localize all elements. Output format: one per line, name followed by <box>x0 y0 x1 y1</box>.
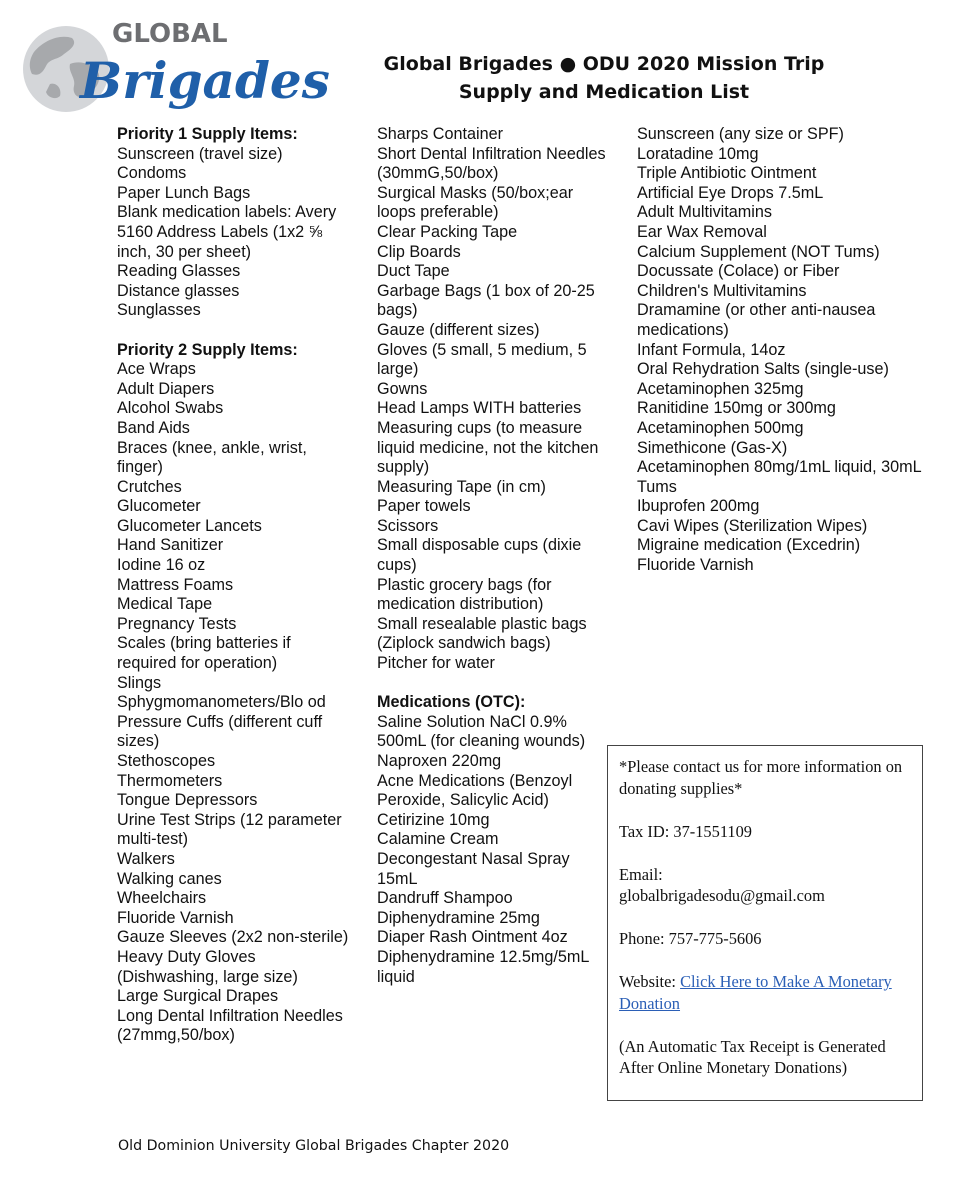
list-item: Clear Packing Tape <box>377 222 518 241</box>
website-block <box>619 971 912 1014</box>
list-item: Gauze Sleeves (2x2 non-sterile) <box>117 928 349 947</box>
list-item: Paper towels <box>377 497 471 516</box>
list-item: Docussate (Colace) or Fiber <box>637 262 840 281</box>
list-item: Wheelchairs <box>117 889 207 908</box>
list-item: Sphygmomanometers/Blo od Pressure Cuffs (different cuff sizes) <box>117 693 326 751</box>
contact-intro: *Please contact us for more information on donating supplies* <box>619 757 903 798</box>
phone: Phone: 757-775-5606 <box>619 929 762 948</box>
list-item: Heavy Duty Gloves (Dishwashing, large size) <box>117 947 298 986</box>
section-heading: Medications (OTC): <box>377 693 526 712</box>
supply-column-2 <box>377 125 607 987</box>
list-item: Garbage Bags (1 box of 20-25 bags) <box>377 281 595 320</box>
contact-info-box <box>607 745 923 1101</box>
list-item: Loratadine 10mg <box>637 144 759 163</box>
list-item: Ranitidine 150mg or 300mg <box>637 399 836 418</box>
list-item: Dandruff Shampoo <box>377 889 513 908</box>
list-item: Condoms <box>117 164 187 183</box>
list-item: Ear Wax Removal <box>637 222 767 241</box>
tax-id: Tax ID: 37-1551109 <box>619 821 752 841</box>
list-item: Triple Antibiotic Ointment <box>637 164 817 183</box>
list-item: Clip Boards <box>377 242 461 261</box>
list-item: Decongestant Nasal Spray 15mL <box>377 849 570 888</box>
list-item: Saline Solution NaCl 0.9% 500mL (for cleaning wounds) <box>377 712 586 751</box>
footer: Old Dominion University Global Brigades Chapter 2020 <box>118 1138 510 1154</box>
list-item: Paper Lunch Bags <box>117 183 251 202</box>
list-item: Alcohol Swabs <box>117 399 224 418</box>
supply-column-1 <box>117 125 352 1046</box>
section-gap <box>377 674 607 694</box>
document-title <box>330 50 878 106</box>
list-item: Acetaminophen 325mg <box>637 379 804 398</box>
list-item: Fluoride Varnish <box>117 908 234 927</box>
list-item: Diphenydramine 12.5mg/5mL liquid <box>377 947 589 986</box>
list-item: Sunglasses <box>117 301 201 320</box>
list-item: Infant Formula, 14oz <box>637 340 786 359</box>
list-item: Iodine 16 oz <box>117 556 206 575</box>
list-item: Glucometer <box>117 497 201 516</box>
list-item: Adult Diapers <box>117 379 215 398</box>
list-item: Acne Medications (Benzoyl Peroxide, Salicylic Acid) <box>377 771 573 810</box>
list-item: Head Lamps WITH batteries <box>377 399 582 418</box>
list-item: Measuring Tape (in cm) <box>377 477 546 496</box>
medication-column-3 <box>637 125 937 576</box>
list-item: Cavi Wipes (Sterilization Wipes) <box>637 516 868 535</box>
list-item: Simethicone (Gas-X) <box>637 438 788 457</box>
section-heading: Priority 2 Supply Items: <box>117 340 298 359</box>
email-block <box>619 864 912 907</box>
list-item: Migraine medication (Excedrin) <box>637 536 861 555</box>
list-item: Dramamine (or other anti-nausea medications) <box>637 301 876 339</box>
list-item: Large Surgical Drapes <box>117 987 279 1006</box>
list-item: Duct Tape <box>377 262 450 281</box>
list-item: Children's Multivitamins <box>637 281 807 300</box>
list-item: Walking canes <box>117 869 222 888</box>
list-item: Slings <box>117 673 162 692</box>
list-item: Sharps Container <box>377 125 503 143</box>
global-brigades-logo <box>20 14 330 124</box>
list-item: Pitcher for water <box>377 654 495 673</box>
globe-logo-icon <box>20 14 330 124</box>
list-item: Ibuprofen 200mg <box>637 497 760 516</box>
list-item: Hand Sanitizer <box>117 536 224 555</box>
list-item: Scales (bring batteries if required for operation) <box>117 634 291 673</box>
list-item: Blank medication labels: Avery 5160 Address Labels (1x2 ⅝ inch, 30 per sheet) <box>117 203 337 261</box>
list-item: Braces (knee, ankle, wrist, finger) <box>117 438 307 477</box>
donation-link[interactable]: Click Here to Make A Monetary Donation <box>619 972 892 1013</box>
email-label: Email: <box>619 864 663 884</box>
list-item: Urine Test Strips (12 parameter multi-test) <box>117 810 342 849</box>
list-item: Gloves (5 small, 5 medium, 5 large) <box>377 340 587 379</box>
list-item: Long Dental Infiltration Needles (27mmg,50/box) <box>117 1006 343 1045</box>
section-heading: Priority 1 Supply Items: <box>117 125 298 143</box>
list-item: Medical Tape <box>117 595 213 614</box>
list-item: Naproxen 220mg <box>377 752 502 770</box>
email-address: globalbrigadesodu@gmail.com <box>619 886 825 905</box>
list-item: Sunscreen (any size or SPF) <box>637 125 844 143</box>
list-item: Cetirizine 10mg <box>377 810 490 829</box>
list-item: Thermometers <box>117 771 223 790</box>
list-item: Sunscreen (travel size) <box>117 144 283 163</box>
list-item: Small resealable plastic bags (Ziplock sandwich bags) <box>377 614 587 653</box>
list-item: Diphenydramine 25mg <box>377 908 540 927</box>
list-item: Mattress Foams <box>117 575 234 594</box>
list-item: Calcium Supplement (NOT Tums) <box>637 242 880 261</box>
website-label: Website: <box>619 972 676 991</box>
title-line-1: Global Brigades ● ODU 2020 Mission Trip <box>383 53 825 75</box>
list-item: Crutches <box>117 477 182 496</box>
list-item: Distance glasses <box>117 281 240 300</box>
list-item: Band Aids <box>117 418 190 437</box>
svg-text:GLOBAL: GLOBAL <box>112 19 228 49</box>
list-item: Glucometer Lancets <box>117 516 262 535</box>
list-item: Tongue Depressors <box>117 791 258 810</box>
list-item: Calamine Cream <box>377 830 499 849</box>
list-item: Reading Glasses <box>117 262 241 281</box>
list-item: Walkers <box>117 849 175 868</box>
list-item: Gowns <box>377 379 428 398</box>
receipt-note: (An Automatic Tax Receipt is Generated After Online Monetary Donations) <box>619 1036 886 1077</box>
list-item: Ace Wraps <box>117 360 196 379</box>
list-item: Acetaminophen 80mg/1mL liquid, 30mL <box>637 458 922 477</box>
list-item: Acetaminophen 500mg <box>637 418 804 437</box>
list-item: Surgical Masks (50/box;ear loops preferable) <box>377 183 574 222</box>
list-item: Short Dental Infiltration Needles (30mmG,50/box) <box>377 144 606 183</box>
list-item: Fluoride Varnish <box>637 556 754 575</box>
svg-text:Brigades: Brigades <box>80 51 330 110</box>
list-item: Stethoscopes <box>117 752 216 770</box>
title-line-2: Supply and Medication List <box>458 81 750 103</box>
list-item: Diaper Rash Ointment 4oz <box>377 928 568 947</box>
list-item: Artificial Eye Drops 7.5mL <box>637 183 824 202</box>
list-item: Small disposable cups (dixie cups) <box>377 536 582 575</box>
list-item: Measuring cups (to measure liquid medicine, not the kitchen supply) <box>377 418 599 477</box>
list-item: Scissors <box>377 516 439 535</box>
list-item: Gauze (different sizes) <box>377 320 540 339</box>
list-item: Oral Rehydration Salts (single-use) <box>637 360 889 379</box>
section-gap <box>117 321 352 341</box>
list-item: Tums <box>637 477 677 496</box>
list-item: Plastic grocery bags (for medication distribution) <box>377 575 552 614</box>
list-item: Pregnancy Tests <box>117 614 237 633</box>
list-item: Adult Multivitamins <box>637 203 772 222</box>
